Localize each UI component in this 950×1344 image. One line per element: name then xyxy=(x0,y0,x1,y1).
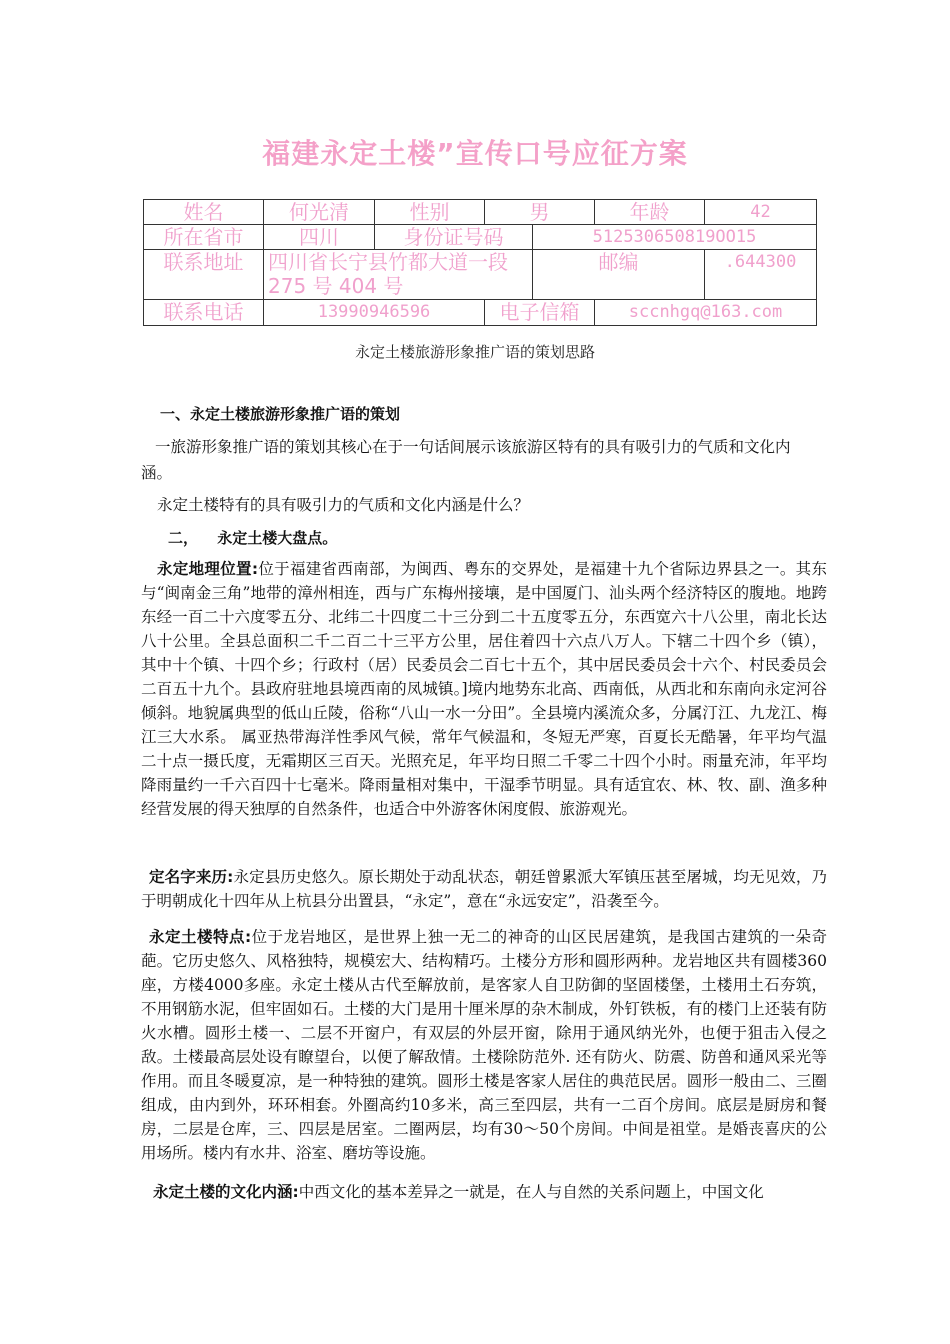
applicant-info-table xyxy=(143,199,817,326)
name-label: 姓名 xyxy=(144,200,264,225)
age-value: 42 xyxy=(705,200,817,225)
name-origin-paragraph xyxy=(141,865,827,913)
table-row xyxy=(144,300,817,326)
name-value: 何光清 xyxy=(264,200,375,225)
address-label: 联系地址 xyxy=(144,250,264,300)
table-row xyxy=(144,200,817,225)
features-label: 永定土楼特点: xyxy=(149,928,252,946)
section-caption: 永定土楼旅游形象推广语的策划思路 xyxy=(354,343,595,361)
culture-text: 中西文化的基本差异之一就是，在人与自然的关系问题上，中国文化 xyxy=(298,1183,764,1201)
geography-label: 永定地理位置: xyxy=(157,560,259,578)
postcode-value: .644300 xyxy=(705,250,817,300)
id-value: 512530650819OO15 xyxy=(533,225,817,250)
gender-label: 性别 xyxy=(375,200,485,225)
name-origin-label: 定名字来历: xyxy=(149,868,234,886)
document-title: 福建永定土楼”宣传口号应征方案 xyxy=(262,137,688,170)
culture-label: 永定土楼的文化内涵: xyxy=(153,1183,299,1201)
province-value: 四川 xyxy=(264,225,375,250)
gender-value: 男 xyxy=(485,200,595,225)
table-row xyxy=(144,225,817,250)
address-value: 四川省长宁县竹都大道一段 275 号 404 号 xyxy=(264,250,533,300)
geography-text: 位于福建省西南部，为闽西、粤东的交界处，是福建十九个省际边界县之一。其东与“闽南金三角”地带的漳州相连，西与广东梅州接壤，是中国厦门、汕头两个经济特区的腹地。地跨东经一百二十六度零五分、北纬二十四度二十三分到二十五度零五分，东西宽六十八公里，南北长达八十公里。全县总面积二千二百二十三平方公里，居住着四十六点八万人。下辖二十四个乡（镇），其中十个镇、十四个乡；行政村（居）民委员会二百七十五个，其中居民委员会十六个、村民委员会二百五十九个。县政府驻地县境西南的凤城镇。]境内地势东北高、西南低，从西北和东南向永定河谷倾斜。地貌属典型的低山丘陵，俗称“八山一水一分田”。全县境内溪流众多，分属汀江、九龙江、梅江三大水系。 属亚热带海洋性季风气候，常年气候温和，冬短无严寒，百夏长无酷暑，年平均气温二十点一摄氏度，无霜期区三百天。光照充足，年平均日照二千零二十四个小时。雨量充沛，年平均降雨量约一千六百四十七毫米。降雨量相对集中，干湿季节明显。具有适宜农、林、牧、副、渔多种经营发展的得天独厚的自然条件，也适合中外游客休闲度假、旅游观光。 xyxy=(141,560,827,818)
section2-heading: 二， 永定土楼大盘点。 xyxy=(168,529,338,547)
phone-value: 13990946596 xyxy=(264,300,485,326)
postcode-label: 邮编 xyxy=(533,250,705,300)
email-label: 电子信箱 xyxy=(485,300,595,326)
section1-paragraph-1: 一旅游形象推广语的策划其核心在于一句话间展示该旅游区特有的具有吸引力的气质和文化内涵。 xyxy=(141,438,791,482)
table-row xyxy=(144,250,817,300)
id-label: 身份证号码 xyxy=(375,225,533,250)
province-label: 所在省市 xyxy=(144,225,264,250)
geography-paragraph xyxy=(141,557,827,821)
age-label: 年龄 xyxy=(595,200,705,225)
section1-heading: 一、永定土楼旅游形象推广语的策划 xyxy=(160,405,401,423)
features-paragraph xyxy=(141,925,827,1165)
culture-paragraph xyxy=(141,1180,827,1204)
phone-label: 联系电话 xyxy=(144,300,264,326)
section1-paragraph-2: 永定土楼特有的具有吸引力的气质和文化内涵是什么？ xyxy=(157,496,530,514)
features-text: 位于龙岩地区，是世界上独一无二的神奇的山区民居建筑，是我国古建筑的一朵奇葩。它历史悠久、风格独特，规模宏大、结构精巧。土楼分方形和圆形两种。龙岩地区共有圆楼360座，方楼4000多座。永定土楼从古代至解放前，是客家人自卫防御的坚固楼堡，土楼用土石夯筑，不用钢筋水泥，但牢固如石。土楼的大门是用十厘米厚的杂木制成，外钉铁板，有的楼门上还装有防火水槽。圆形土楼一、二层不开窗户，有双层的外层开窗，除用于通风纳光外，也便于狙击入侵之敌。土楼最高层处设有瞭望台，以便了解敌情。土楼除防范外. 还有防火、防震、防兽和通风采光等作用。而且冬暖夏凉，是一种特独的建筑。圆形土楼是客家人居住的典范民居。圆形一般由二、三圈组成，由内到外，环环相套。外圈高约10多米，高三至四层，共有一二百个房间。底层是厨房和餐房，二层是仓库，三、四层是居室。二圈两层，均有30～50个房间。中间是祖堂。是婚丧喜庆的公用场所。楼内有水井、浴室、磨坊等设施。 xyxy=(141,928,827,1162)
name-origin-text: 永定县历史悠久。原长期处于动乱状态，朝廷曾累派大军镇压甚至屠城，均无见效，乃于明朝成化十四年从上杭县分出置县，“永定”，意在“永远安定”，沿袭至今。 xyxy=(141,868,827,910)
email-value: sccnhgq@163.com xyxy=(595,300,817,326)
